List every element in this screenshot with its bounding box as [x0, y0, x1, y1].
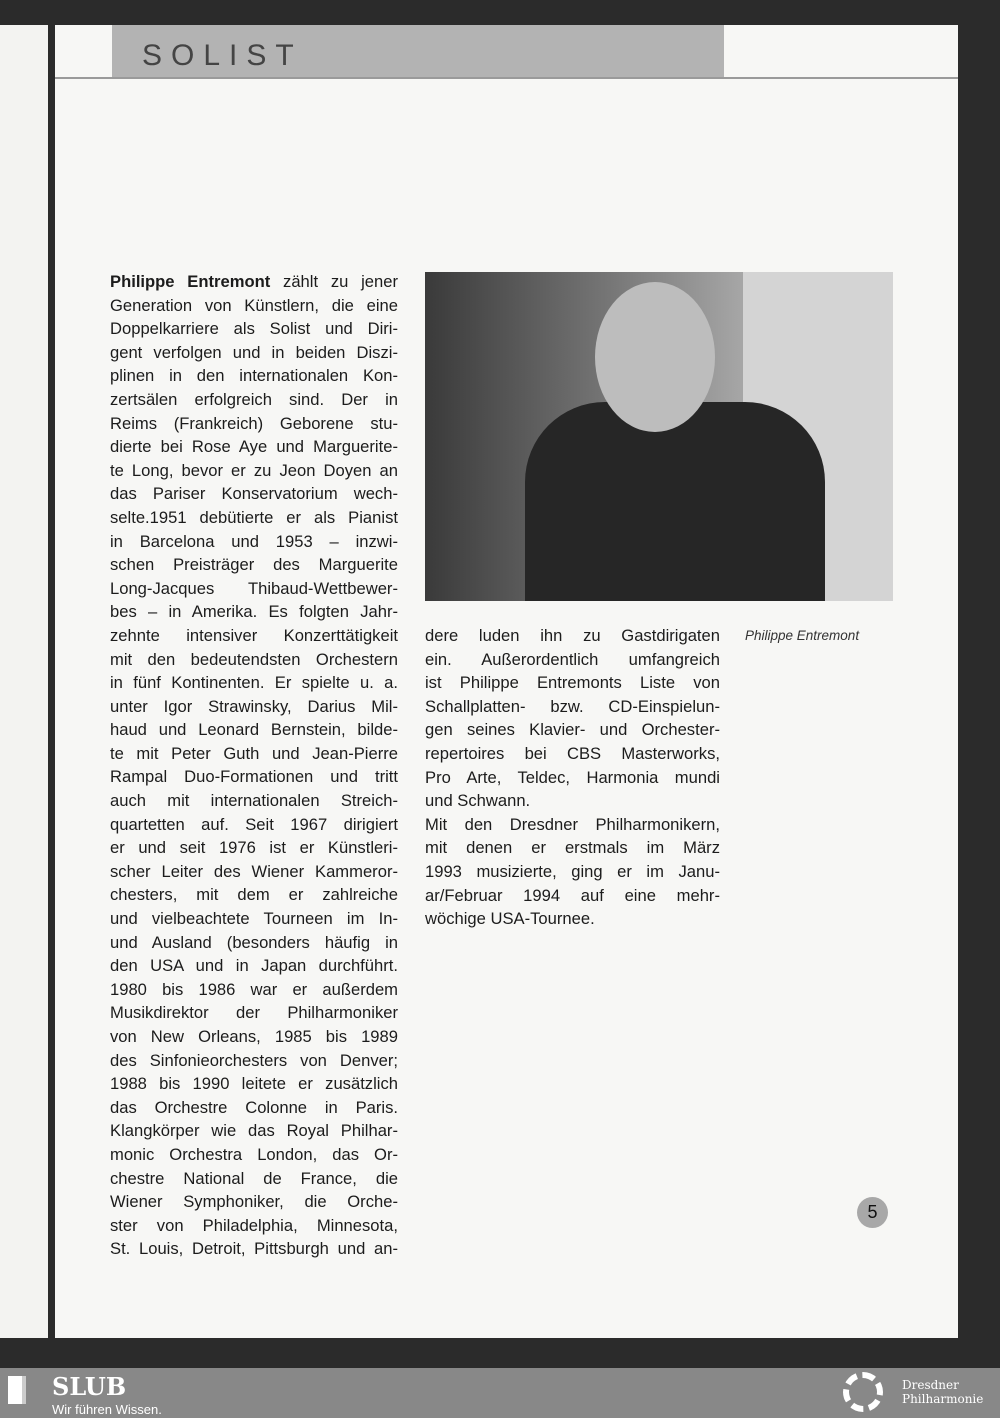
- text-line: selte.1951 debütierte er als Pianist: [110, 507, 398, 527]
- text-line: und Schwann.: [425, 791, 531, 811]
- page-number: 5: [857, 1197, 888, 1228]
- text-line: bes – in Amerika. Es folgten Jahr-: [110, 602, 398, 622]
- text-line: wöchige USA-Tournee.: [425, 909, 595, 929]
- text-line: Mit den Dresdner Philharmonikern,: [425, 814, 720, 834]
- text-line: von New Orleans, 1985 bis 1989: [110, 1027, 398, 1046]
- slub-tagline: Wir führen Wissen.: [52, 1402, 162, 1417]
- text-line: ist Philippe Entremonts Liste von: [425, 673, 720, 693]
- text-line: unter Igor Strawinsky, Darius Mil-: [110, 696, 398, 716]
- text-line: haud und Leonard Bernstein, bilde-: [110, 720, 398, 740]
- text-line: auch mit internationalen Streich-: [110, 791, 398, 811]
- text-line: monic Orchestra London, das Or-: [110, 1144, 398, 1164]
- text-line: das Pariser Konservatorium wech-: [110, 484, 398, 504]
- right-text-column: [425, 624, 720, 931]
- text-line: er und seit 1976 ist er Künstleri-: [110, 838, 398, 858]
- text-line: Pro Arte, Teldec, Harmonia mundi: [425, 767, 720, 787]
- text-line: St. Louis, Detroit, Pittsburgh und an-: [110, 1239, 398, 1259]
- text-line: schen Preisträger des Marguerite: [110, 555, 398, 575]
- text-line: gent verfolgen und in beiden Diszi-: [110, 342, 398, 362]
- footer-bar: [0, 1368, 1000, 1418]
- text-line: in Barcelona und 1953 – inzwi-: [110, 531, 398, 551]
- artist-name: Philippe Entremont: [110, 272, 271, 291]
- text-line: Generation von Künstlern, die eine: [110, 295, 398, 315]
- philharmonie-logo-icon: [843, 1372, 883, 1412]
- section-header: [112, 25, 724, 77]
- text-line: gen seines Klavier- und Orchester-: [425, 720, 720, 740]
- photo-caption: Philippe Entremont: [745, 628, 860, 643]
- text-line: chesters, mit dem er zahlreiche: [110, 885, 398, 905]
- text-line: scher Leiter des Wiener Kammeror-: [110, 861, 398, 881]
- partner-line-1: Dresdner: [902, 1378, 959, 1392]
- text-line: 1988 bis 1990 leitete er zusätzlich: [110, 1074, 398, 1094]
- text-line: den USA und in Japan durchführt.: [110, 956, 398, 976]
- text-line: zertsälen erfolgreich sind. Der in: [110, 389, 398, 409]
- text-line: Musikdirektor der Philharmoniker: [110, 1003, 398, 1023]
- section-title: SOLIST: [142, 39, 303, 72]
- text-line: Doppelkarriere als Solist und Diri-: [110, 319, 398, 339]
- text-line: ar/Februar 1994 auf eine mehr-: [425, 885, 720, 905]
- text-line: und vielbeachtete Tourneen im In-: [110, 909, 398, 929]
- text-line: te Long, bevor er zu Jeon Doyen an: [110, 460, 398, 480]
- text-line: te mit Peter Guth und Jean-Pierre: [110, 743, 398, 763]
- text-line: chestre National de France, die: [110, 1168, 398, 1188]
- text-line: plinen in den internationalen Kon-: [110, 366, 398, 386]
- portrait-photo: [425, 272, 893, 601]
- slub-logo-icon: [8, 1376, 26, 1404]
- philharmonie-logo-text[interactable]: [902, 1378, 983, 1406]
- text-line: in fünf Kontinenten. Er spielte u. a.: [110, 673, 398, 693]
- adjacent-page-edge: [0, 25, 48, 1338]
- text-line: 1980 bis 1986 war er außerdem: [110, 979, 398, 999]
- text-line: Klangkörper wie das Royal Philhar-: [110, 1121, 398, 1141]
- text-line: mit denen er erstmals im März: [425, 838, 720, 858]
- text-line: zehnte intensiver Konzerttätigkeit: [110, 625, 398, 645]
- text-line: Schallplatten- bzw. CD-Einspielun-: [425, 696, 720, 716]
- text-line: Wiener Symphoniker, die Orche-: [110, 1192, 398, 1212]
- text-line: des Sinfonieorchesters von Denver;: [110, 1050, 398, 1070]
- slub-logo-text[interactable]: SLUB: [52, 1372, 127, 1401]
- text-line: Reims (Frankreich) Geborene stu-: [110, 413, 398, 433]
- text-line: quartetten auf. Seit 1967 dirigiert: [110, 814, 398, 834]
- text-line: mit den bedeutendsten Orchestern: [110, 649, 398, 669]
- text-line: 1993 musizierte, ging er im Janu-: [425, 861, 720, 881]
- header-rule: [55, 77, 958, 79]
- text-line: dere luden ihn zu Gastdirigaten: [425, 626, 720, 645]
- text-line: das Orchestre Colonne in Paris.: [110, 1097, 398, 1117]
- text-line: ein. Außerordentlich umfangreich: [425, 649, 720, 669]
- text-line: dierte bei Rose Aye und Marguerite-: [110, 437, 398, 457]
- text-line: und Ausland (besonders häufig in: [110, 932, 398, 952]
- text-line: Philippe Entremont zählt zu jener: [110, 272, 398, 291]
- text-line: Rampal Duo-Formationen und tritt: [110, 767, 398, 787]
- partner-line-2: Philharmonie: [902, 1392, 984, 1406]
- text-line: ster von Philadelphia, Minnesota,: [110, 1215, 398, 1235]
- text-line: Long-Jacques Thibaud-Wettbewer-: [110, 578, 398, 598]
- text-line: repertoires bei CBS Masterworks,: [425, 743, 720, 763]
- left-text-column: [110, 270, 398, 1261]
